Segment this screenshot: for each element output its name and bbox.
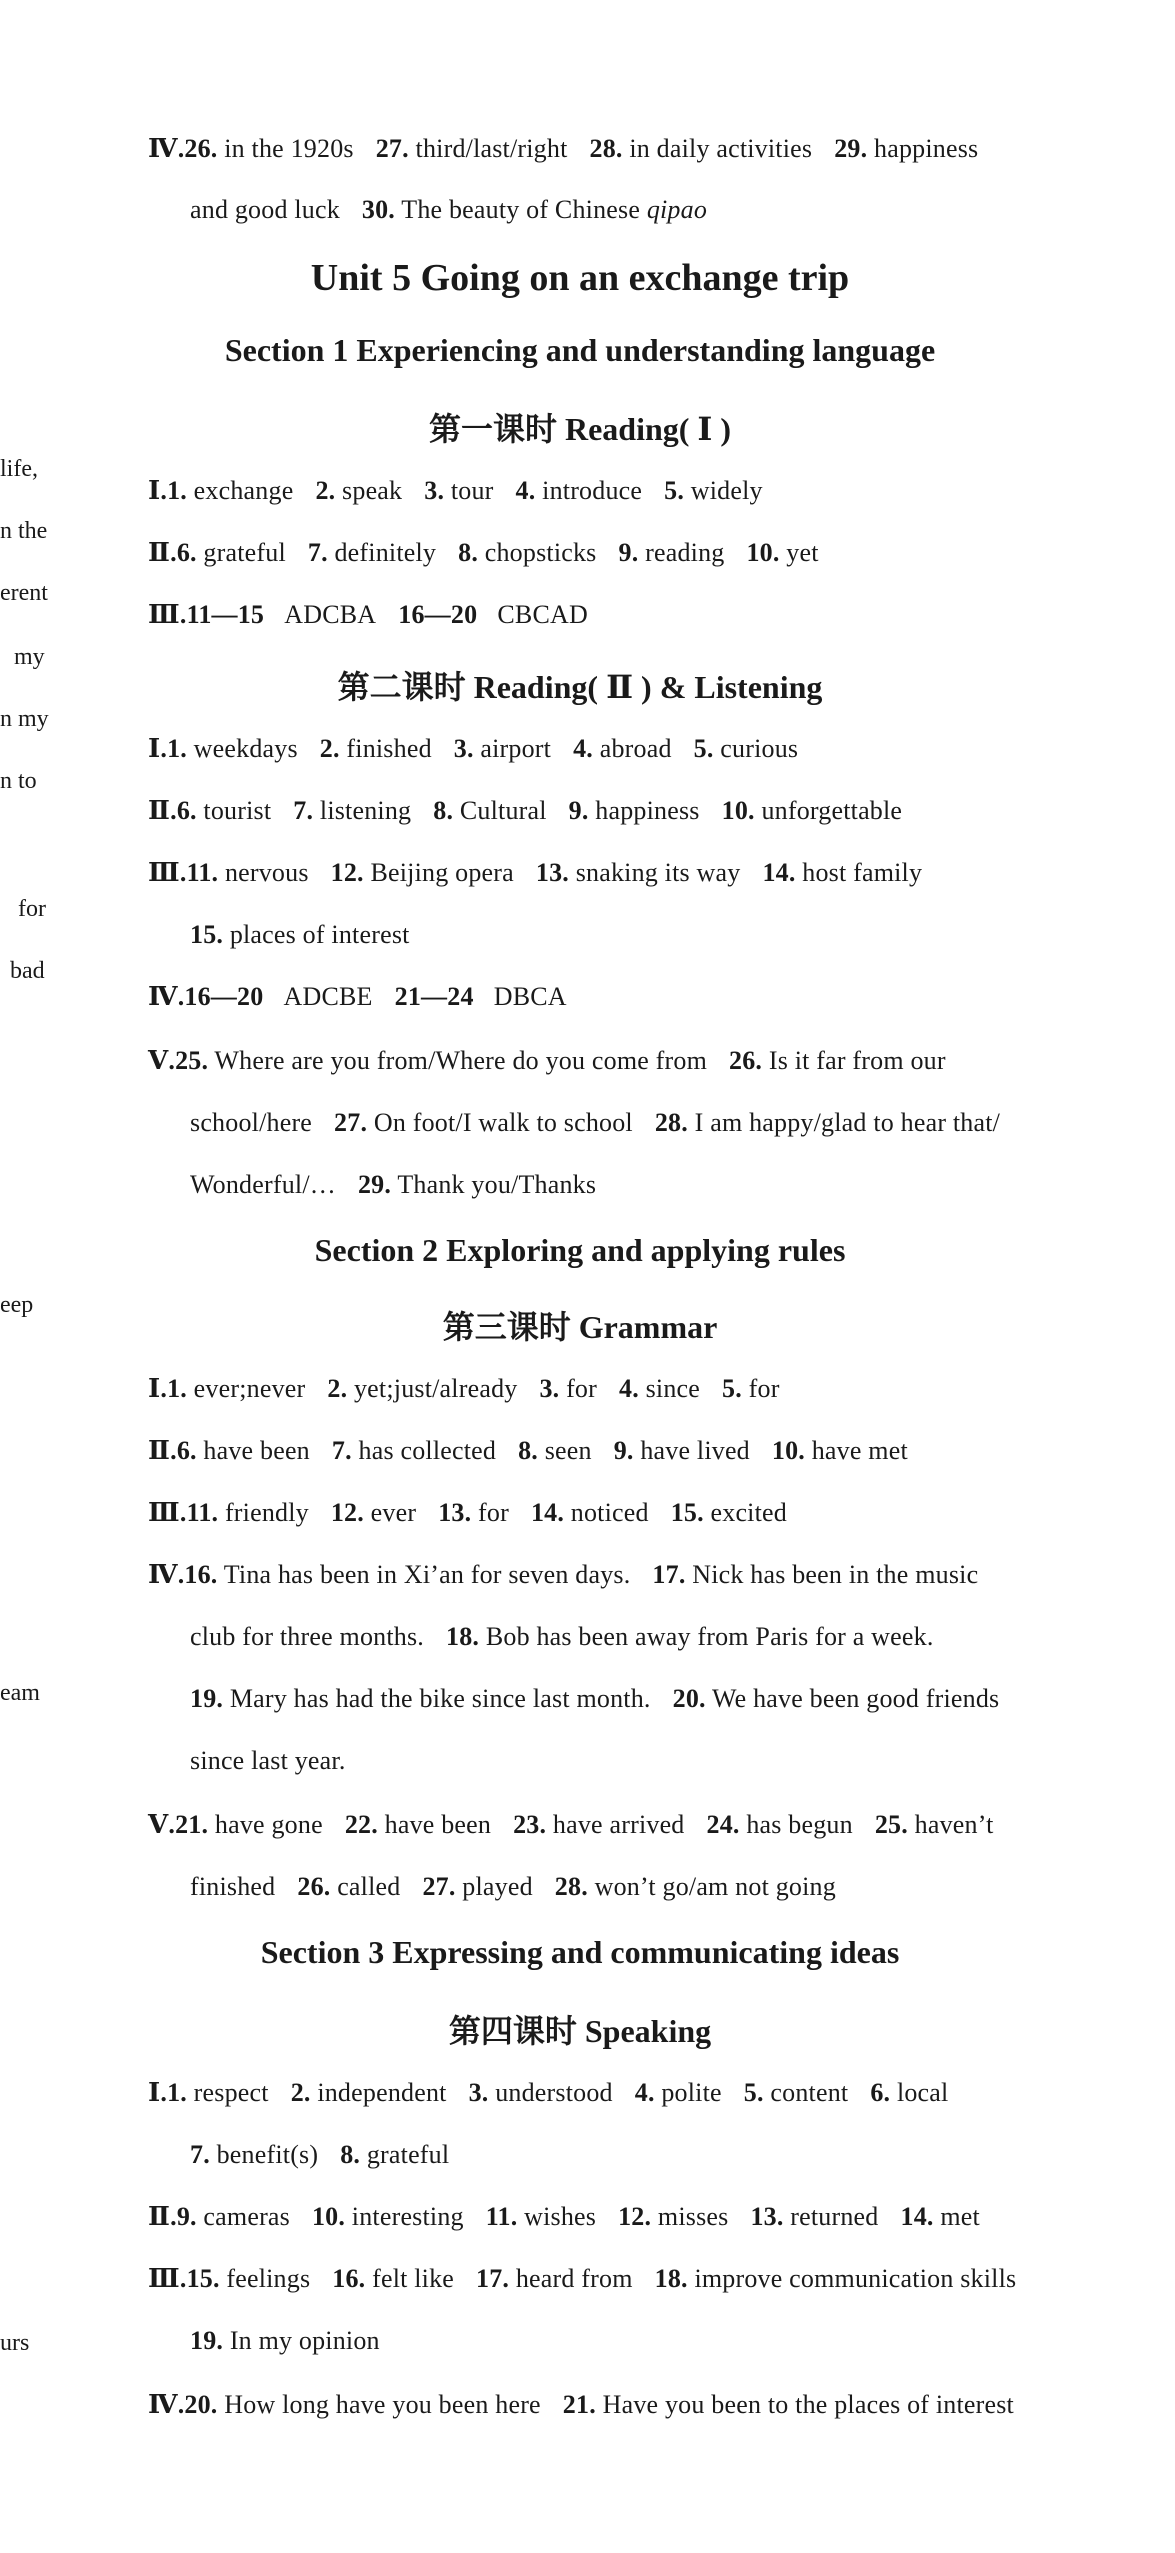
roman-numeral: Ⅴ. bbox=[148, 1810, 176, 1839]
answer-text: seen bbox=[544, 1436, 592, 1465]
answer-number: 2. bbox=[319, 734, 340, 763]
lesson-3-title: 第三课时 Grammar bbox=[442, 1309, 718, 1345]
answer-row-iv-top bbox=[148, 132, 978, 166]
margin-fragment-for: for bbox=[18, 896, 46, 922]
answer-number: 23. bbox=[513, 1810, 547, 1839]
answer-row bbox=[148, 474, 763, 508]
answer-text: have been bbox=[203, 1436, 310, 1465]
answer-text: The beauty of Chinese bbox=[401, 195, 641, 224]
answer-text: speak bbox=[342, 476, 403, 505]
answer-text: for bbox=[748, 1374, 780, 1403]
answer-number: 21—24 bbox=[394, 982, 474, 1011]
answer-row bbox=[148, 794, 902, 828]
answer-number: 27. bbox=[375, 134, 409, 163]
answer-row bbox=[190, 1870, 836, 1904]
answer-row bbox=[148, 1044, 946, 1078]
answer-text: In my opinion bbox=[229, 2326, 380, 2355]
answer-text: tour bbox=[450, 476, 494, 505]
answer-number: 8. bbox=[340, 2140, 361, 2169]
answer-number: 2. bbox=[290, 2078, 311, 2107]
answer-number: 20. bbox=[672, 1684, 706, 1713]
answer-number: 14. bbox=[530, 1498, 565, 1527]
answer-number: 4. bbox=[634, 2078, 655, 2107]
answer-text: won’t go/am not going bbox=[594, 1872, 836, 1901]
answer-number: 6. bbox=[176, 538, 197, 567]
answer-number: 26. bbox=[184, 134, 218, 163]
answer-text: happiness bbox=[595, 796, 700, 825]
roman-numeral: Ⅳ. bbox=[148, 982, 185, 1011]
answer-number: 10. bbox=[771, 1436, 805, 1465]
answer-text: Nick has been in the music bbox=[692, 1560, 979, 1589]
answer-row bbox=[190, 2324, 380, 2358]
margin-fragment-the: n the bbox=[0, 518, 48, 544]
answer-text: respect bbox=[193, 2078, 269, 2107]
answer-text: in daily activities bbox=[629, 134, 813, 163]
answer-text: finished bbox=[346, 734, 432, 763]
answer-text: for bbox=[478, 1498, 509, 1527]
answer-number: 12. bbox=[330, 858, 364, 887]
answer-number: 5. bbox=[693, 734, 714, 763]
answer-number: 16. bbox=[332, 2264, 366, 2293]
answer-number: 4. bbox=[619, 1374, 639, 1403]
answer-number: 17. bbox=[476, 2264, 510, 2293]
answer-text: unforgettable bbox=[761, 796, 903, 825]
section-1-title: Section 1 Experiencing and understanding language bbox=[224, 332, 936, 368]
section-2-title: Section 2 Exploring and applying rules bbox=[314, 1232, 846, 1268]
answer-number: 3. bbox=[539, 1374, 560, 1403]
answer-row bbox=[148, 2388, 1014, 2422]
answer-text: definitely bbox=[334, 538, 437, 567]
answer-number: 21. bbox=[175, 1810, 209, 1839]
answer-number: 8. bbox=[518, 1436, 538, 1465]
answer-number: 12. bbox=[330, 1498, 364, 1527]
answer-text: Wonderful/… bbox=[190, 1170, 336, 1199]
answer-text: noticed bbox=[570, 1498, 649, 1527]
answer-text: abroad bbox=[599, 734, 672, 763]
margin-fragment-my: my bbox=[14, 644, 45, 670]
answer-number: 9. bbox=[568, 796, 589, 825]
answer-number: 12. bbox=[618, 2202, 652, 2231]
answer-text: tourist bbox=[203, 796, 272, 825]
answer-text: Is it far from our bbox=[768, 1046, 946, 1075]
answer-number: 28. bbox=[589, 134, 623, 163]
answer-row bbox=[148, 1808, 994, 1842]
answer-row bbox=[148, 2262, 1016, 2296]
answer-text: heard from bbox=[515, 2264, 633, 2293]
roman-numeral: Ⅲ. bbox=[148, 1498, 187, 1527]
roman-numeral: Ⅳ. bbox=[148, 2390, 185, 2419]
answer-text: nervous bbox=[224, 858, 309, 887]
answer-text: Cultural bbox=[459, 796, 547, 825]
answer-text: Tina has been in Xi’an for seven days. bbox=[223, 1560, 631, 1589]
answer-number: 3. bbox=[424, 476, 445, 505]
answer-text: feelings bbox=[226, 2264, 311, 2293]
answer-text: I am happy/glad to hear that/ bbox=[694, 1108, 1001, 1137]
answer-text: Have you been to the places of interest bbox=[602, 2390, 1014, 2419]
answer-text-italic: qipao bbox=[646, 195, 708, 224]
answer-number: 7. bbox=[293, 796, 314, 825]
answer-row bbox=[148, 1558, 978, 1592]
answer-text: Beijing opera bbox=[370, 858, 514, 887]
answer-number: 14. bbox=[762, 858, 796, 887]
answer-text: snaking its way bbox=[575, 858, 741, 887]
roman-numeral: Ⅰ. bbox=[148, 734, 168, 763]
answer-number: 9. bbox=[613, 1436, 634, 1465]
answer-text: have been bbox=[384, 1810, 492, 1839]
answer-row bbox=[190, 1106, 1000, 1140]
margin-fragment-urs: urs bbox=[0, 2330, 30, 2356]
answer-number: 1. bbox=[167, 734, 187, 763]
answer-number: 14. bbox=[900, 2202, 934, 2231]
answer-text: benefit(s) bbox=[216, 2140, 319, 2169]
roman-numeral: Ⅱ. bbox=[148, 796, 177, 825]
lesson-1-title: 第一课时 Reading( Ⅰ ) bbox=[428, 411, 732, 447]
answer-text: places of interest bbox=[229, 920, 410, 949]
answer-text: reading bbox=[645, 538, 725, 567]
answer-number: 26. bbox=[297, 1872, 331, 1901]
roman-numeral: Ⅱ. bbox=[148, 538, 177, 567]
answer-text: cameras bbox=[203, 2202, 290, 2231]
answer-text: On foot/I walk to school bbox=[373, 1108, 633, 1137]
margin-fragment-my-2: n my bbox=[0, 706, 49, 732]
answer-number: 27. bbox=[334, 1108, 368, 1137]
answer-text: weekdays bbox=[193, 734, 298, 763]
roman-numeral: Ⅲ. bbox=[148, 2264, 187, 2293]
answer-number: 10. bbox=[746, 538, 780, 567]
answer-text: Where are you from/Where do you come from bbox=[214, 1046, 708, 1075]
answer-text: met bbox=[940, 2202, 980, 2231]
answer-row bbox=[148, 856, 922, 890]
answer-text: introduce bbox=[542, 476, 643, 505]
roman-numeral: Ⅳ. bbox=[148, 134, 185, 163]
answer-number: 15. bbox=[186, 2264, 220, 2293]
answer-text: in the 1920s bbox=[224, 134, 354, 163]
answer-text: have gone bbox=[214, 1810, 323, 1839]
roman-numeral: Ⅰ. bbox=[148, 2078, 168, 2107]
answer-text: polite bbox=[661, 2078, 722, 2107]
answer-text: wishes bbox=[524, 2202, 597, 2231]
answer-text: understood bbox=[495, 2078, 613, 2107]
answer-text: interesting bbox=[351, 2202, 464, 2231]
answer-text: yet;just/already bbox=[353, 1374, 518, 1403]
answer-row bbox=[148, 1434, 908, 1468]
answer-text: club for three months. bbox=[190, 1622, 425, 1651]
answer-text: ADCBA bbox=[284, 600, 377, 629]
answer-number: 13. bbox=[438, 1498, 472, 1527]
answer-text: third/last/right bbox=[415, 134, 568, 163]
answer-text: grateful bbox=[366, 2140, 450, 2169]
answer-number: 13. bbox=[535, 858, 569, 887]
margin-fragment-erent: erent bbox=[0, 580, 48, 606]
answer-text: widely bbox=[690, 476, 763, 505]
answer-number: 1. bbox=[167, 2078, 187, 2107]
answer-text: airport bbox=[480, 734, 552, 763]
answer-row bbox=[148, 536, 819, 570]
answer-number: 21. bbox=[562, 2390, 596, 2419]
answer-number: 29. bbox=[834, 134, 868, 163]
answer-text: played bbox=[462, 1872, 533, 1901]
answer-text: DBCA bbox=[493, 982, 567, 1011]
answer-row bbox=[148, 1496, 787, 1530]
answer-text: Bob has been away from Paris for a week. bbox=[485, 1622, 934, 1651]
answer-text: listening bbox=[319, 796, 412, 825]
answer-row bbox=[148, 2076, 948, 2110]
answer-number: 3. bbox=[453, 734, 474, 763]
answer-number: 7. bbox=[331, 1436, 352, 1465]
answer-text: since last year. bbox=[190, 1746, 346, 1775]
answer-number: 15. bbox=[190, 920, 224, 949]
answer-number: 10. bbox=[311, 2202, 346, 2231]
answer-text: returned bbox=[790, 2202, 879, 2231]
answer-text: has begun bbox=[746, 1810, 853, 1839]
answer-number: 19. bbox=[190, 2326, 224, 2355]
roman-numeral: Ⅰ. bbox=[148, 476, 168, 505]
answer-row bbox=[190, 1168, 596, 1202]
answer-number: 15. bbox=[670, 1498, 704, 1527]
answer-text: have lived bbox=[640, 1436, 750, 1465]
answer-text: misses bbox=[657, 2202, 729, 2231]
answer-row bbox=[148, 980, 567, 1014]
answer-row bbox=[148, 2200, 980, 2234]
answer-number: 11. bbox=[186, 1498, 219, 1527]
answer-number: 11—15 bbox=[186, 600, 265, 629]
answer-number: 25. bbox=[874, 1810, 908, 1839]
answer-text: improve communication skills bbox=[694, 2264, 1017, 2293]
answer-number: 5. bbox=[664, 476, 685, 505]
answer-row-iv-top-cont bbox=[190, 193, 707, 227]
answer-number: 6. bbox=[176, 1436, 197, 1465]
answer-number: 11. bbox=[485, 2202, 518, 2231]
answer-text: CBCAD bbox=[497, 600, 588, 629]
answer-number: 9. bbox=[618, 538, 639, 567]
answer-text: for bbox=[566, 1374, 597, 1403]
answer-text: grateful bbox=[203, 538, 286, 567]
answer-number: 29. bbox=[357, 1170, 392, 1199]
answer-text: ever;never bbox=[193, 1374, 306, 1403]
answer-number: 2. bbox=[315, 476, 336, 505]
answer-number: 4. bbox=[515, 476, 536, 505]
answer-text: yet bbox=[786, 538, 819, 567]
answer-number: 16—20 bbox=[398, 600, 478, 629]
answer-row bbox=[190, 2138, 449, 2172]
answer-row bbox=[148, 1372, 780, 1406]
margin-fragment-life: life, bbox=[0, 456, 38, 482]
unit-title: Unit 5 Going on an exchange trip bbox=[310, 257, 850, 299]
answer-number: 26. bbox=[729, 1046, 763, 1075]
answer-text: happiness bbox=[874, 134, 979, 163]
answer-text: called bbox=[337, 1872, 401, 1901]
roman-numeral: Ⅳ. bbox=[148, 1560, 185, 1589]
answer-text: How long have you been here bbox=[224, 2390, 541, 2419]
answer-number: 8. bbox=[458, 538, 479, 567]
roman-numeral: Ⅰ. bbox=[148, 1374, 168, 1403]
answer-number: 13. bbox=[750, 2202, 784, 2231]
answer-number: 28. bbox=[654, 1108, 688, 1137]
answer-number: 22. bbox=[344, 1810, 378, 1839]
margin-fragment-n-to: n to bbox=[0, 768, 37, 794]
answer-text: independent bbox=[317, 2078, 447, 2107]
answer-text: haven’t bbox=[914, 1810, 994, 1839]
answer-text: and good luck bbox=[190, 195, 340, 224]
answer-number: 17. bbox=[652, 1560, 686, 1589]
answer-number: 7. bbox=[190, 2140, 210, 2169]
answer-number: 1. bbox=[167, 476, 187, 505]
answer-number: 28. bbox=[554, 1872, 588, 1901]
answer-row bbox=[190, 1620, 934, 1654]
answer-row bbox=[148, 598, 588, 632]
margin-fragment-eep: eep bbox=[0, 1292, 34, 1318]
answer-number: 6. bbox=[176, 796, 197, 825]
answer-text: friendly bbox=[224, 1498, 309, 1527]
answer-text: felt like bbox=[372, 2264, 455, 2293]
answer-text: curious bbox=[720, 734, 799, 763]
answer-row bbox=[190, 1744, 346, 1778]
answer-text: has collected bbox=[358, 1436, 497, 1465]
answer-text: have met bbox=[811, 1436, 908, 1465]
answer-text: content bbox=[770, 2078, 849, 2107]
roman-numeral: Ⅲ. bbox=[148, 600, 187, 629]
answer-number: 30. bbox=[361, 195, 396, 224]
answer-text: local bbox=[896, 2078, 949, 2107]
answer-number: 24. bbox=[706, 1810, 740, 1839]
answer-number: 19. bbox=[190, 1684, 224, 1713]
answer-text: ADCBE bbox=[283, 982, 373, 1011]
answer-text: chopsticks bbox=[484, 538, 597, 567]
roman-numeral: Ⅴ. bbox=[148, 1046, 176, 1075]
lesson-4-title: 第四课时 Speaking bbox=[448, 2013, 712, 2049]
answer-number: 7. bbox=[307, 538, 328, 567]
answer-number: 18. bbox=[654, 2264, 688, 2293]
answer-number: 4. bbox=[573, 734, 594, 763]
answer-row bbox=[190, 1682, 999, 1716]
answer-text: finished bbox=[190, 1872, 276, 1901]
margin-fragment-bad: bad bbox=[10, 958, 45, 984]
answer-number: 1. bbox=[167, 1374, 187, 1403]
answer-number: 18. bbox=[446, 1622, 480, 1651]
answer-row bbox=[148, 732, 798, 766]
answer-number: 16. bbox=[184, 1560, 218, 1589]
answer-text: exchange bbox=[193, 476, 294, 505]
answer-text: have arrived bbox=[552, 1810, 685, 1839]
answer-number: 11. bbox=[186, 858, 219, 887]
answer-number: 2. bbox=[327, 1374, 348, 1403]
answer-text: Thank you/Thanks bbox=[397, 1170, 597, 1199]
roman-numeral: Ⅱ. bbox=[148, 1436, 177, 1465]
answer-number: 9. bbox=[176, 2202, 197, 2231]
answer-text: Mary has had the bike since last month. bbox=[229, 1684, 651, 1713]
section-3-title: Section 3 Expressing and communicating ideas bbox=[260, 1934, 900, 1970]
answer-text: host family bbox=[802, 858, 923, 887]
answer-text: We have been good friends bbox=[711, 1684, 1000, 1713]
answer-number: 16—20 bbox=[184, 982, 264, 1011]
answer-text: school/here bbox=[190, 1108, 313, 1137]
answer-number: 8. bbox=[433, 796, 454, 825]
answer-row bbox=[190, 918, 410, 952]
answer-text: since bbox=[645, 1374, 701, 1403]
roman-numeral: Ⅲ. bbox=[148, 858, 187, 887]
answer-number: 10. bbox=[721, 796, 755, 825]
answer-number: 6. bbox=[870, 2078, 891, 2107]
answer-text: ever bbox=[370, 1498, 417, 1527]
answer-number: 27. bbox=[422, 1872, 456, 1901]
margin-fragment-eam: eam bbox=[0, 1680, 40, 1706]
answer-number: 5. bbox=[743, 2078, 764, 2107]
answer-text: excited bbox=[710, 1498, 787, 1527]
answer-number: 20. bbox=[184, 2390, 218, 2419]
answer-number: 25. bbox=[175, 1046, 209, 1075]
answer-number: 3. bbox=[468, 2078, 489, 2107]
answer-number: 5. bbox=[722, 1374, 742, 1403]
lesson-2-title: 第二课时 Reading( Ⅱ ) & Listening bbox=[337, 669, 823, 705]
roman-numeral: Ⅱ. bbox=[148, 2202, 177, 2231]
